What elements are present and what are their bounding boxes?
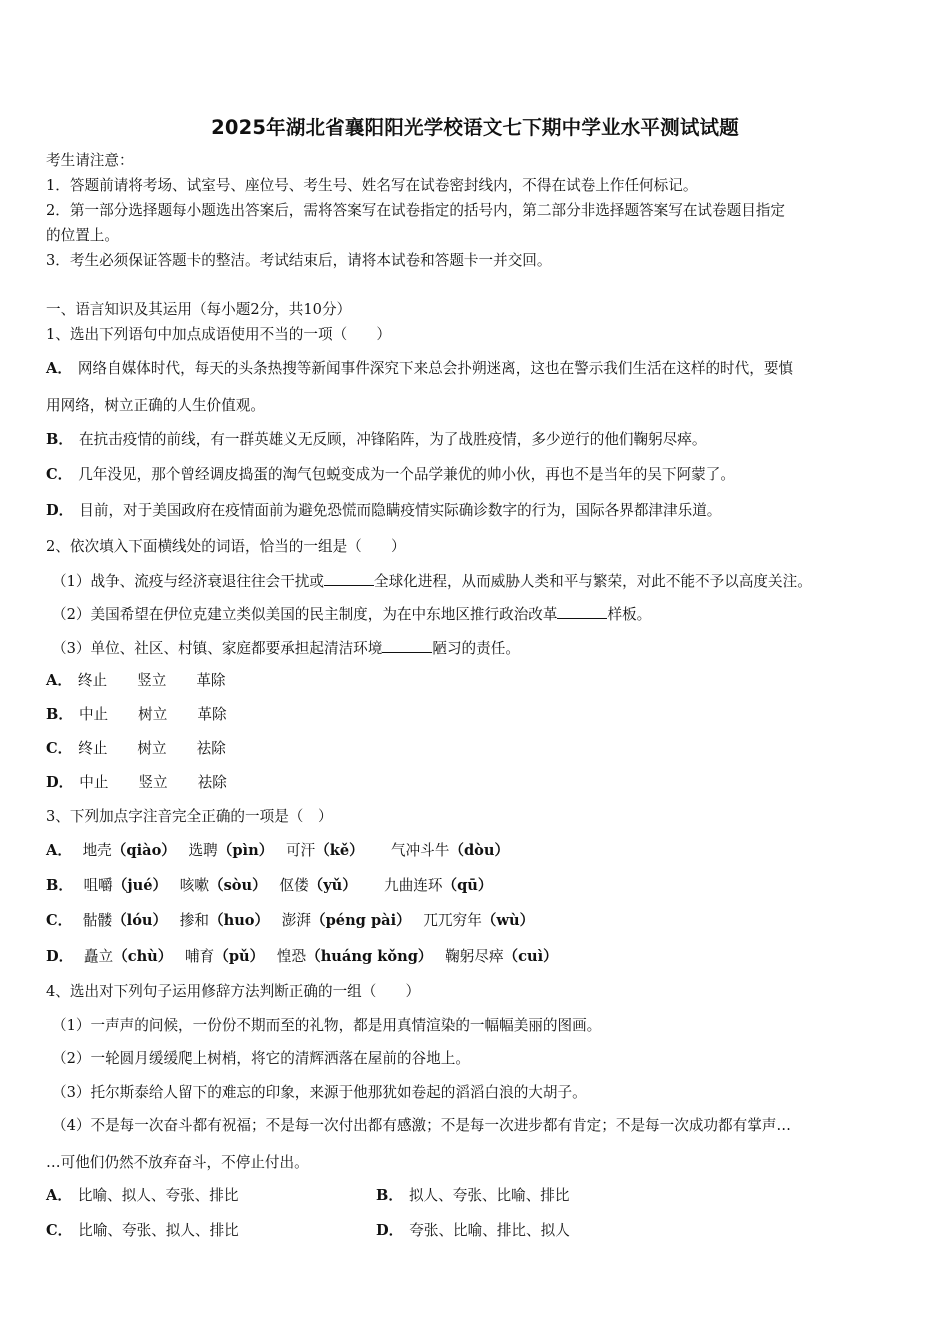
option-word: 竖立	[138, 774, 168, 791]
option-text: 拟人、夸张、比喻、排比	[408, 1187, 570, 1204]
pinyin-item: 咀嚼（jué）	[83, 877, 168, 894]
fill-blank	[557, 604, 607, 619]
question-4-sentence-2: （2）一轮圆月缓缓爬上树梢，将它的清辉洒落在屋前的谷地上。	[52, 1050, 470, 1067]
question-2-sentence-3	[52, 638, 520, 659]
option-letter: C．	[46, 466, 73, 483]
option-text: 在抗击疫情的前线，有一群英雄义无反顾，冲锋陷阵，为了战胜疫情，多少逆行的他们鞠躬尽瘁。	[78, 431, 707, 448]
option-word: 中止	[78, 706, 109, 723]
question-4-option-a	[46, 1186, 238, 1206]
question-3-option-a	[46, 841, 517, 861]
question-1-option-d	[46, 501, 721, 521]
notice-item-2-cont: 的位置上。	[46, 227, 119, 244]
question-1-option-a-cont: 用网络，树立正确的人生价值观。	[46, 397, 265, 414]
option-text: 比喻、拟人、夸张、排比	[77, 1187, 239, 1204]
question-1-option-c	[46, 465, 735, 485]
option-letter: C．	[46, 740, 73, 757]
option-word: 祛除	[196, 740, 226, 757]
fill-blank	[324, 571, 374, 586]
sentence-pre: （2）美国希望在伊位克建立类似美国的民主制度，为在中东地区推行政治改革	[52, 606, 558, 623]
option-word: 树立	[137, 740, 167, 757]
sentence-pre: （3）单位、社区、村镇、家庭都要承担起清洁环境	[52, 640, 383, 657]
question-3-option-d	[46, 947, 566, 967]
question-2-sentence-2	[52, 604, 651, 625]
pinyin-item: 伛偻（yǔ）	[279, 877, 357, 894]
notice-item-2: 2．第一部分选择题每小题选出答案后，需将答案写在试卷指定的括号内，第二部分非选择题答案写在试卷题目指定	[46, 202, 785, 219]
question-4-sentence-4-cont: …可他们仍然不放弃奋斗，不停止付出。	[46, 1154, 309, 1171]
option-word: 树立	[138, 706, 168, 723]
option-letter: C．	[46, 1222, 73, 1239]
option-text: 比喻、夸张、拟人、排比	[78, 1222, 239, 1239]
question-3-option-b	[46, 876, 501, 896]
notice-item-3: 3．考生必须保证答题卡的整洁。考试结束后，请将本试卷和答题卡一并交回。	[46, 252, 552, 269]
fill-blank	[382, 638, 432, 653]
question-1-stem: 1、选出下列语句中加点成语使用不当的一项（ ）	[46, 326, 391, 343]
sentence-post: 陋习的责任。	[432, 640, 520, 657]
notice-item-1: 1．答题前请将考场、试室号、座位号、考生号、姓名写在试卷密封线内，不得在试卷上作任何标记。	[46, 177, 698, 194]
option-letter: B．	[46, 706, 73, 723]
question-4-option-d	[376, 1221, 570, 1241]
question-4-option-b	[376, 1186, 569, 1206]
question-2-stem: 2、依次填入下面横线处的词语，恰当的一组是（ ）	[46, 538, 406, 555]
question-2-option-d	[46, 773, 257, 793]
option-letter: A．	[46, 1187, 72, 1204]
question-2-option-c	[46, 739, 256, 759]
option-letter: A．	[46, 842, 72, 859]
pinyin-item: 哺育（pǔ）	[185, 948, 265, 965]
option-letter: B．	[46, 877, 73, 894]
question-2-option-a	[46, 671, 256, 691]
option-letter: B．	[46, 431, 73, 448]
page-title: 2025年湖北省襄阳阳光学校语文七下期中学业水平测试试题	[211, 116, 739, 139]
question-3-option-c	[46, 911, 542, 931]
pinyin-item: 可汗（kě）	[285, 842, 364, 859]
pinyin-item: 九曲连环（qū）	[369, 877, 493, 894]
pinyin-item: 掺和（huo）	[179, 912, 270, 929]
question-4-sentence-4: （4）不是每一次奋斗都有祝福；不是每一次付出都有感激；不是每一次进步都有肯定；不是每一次成功都有掌声…	[52, 1117, 791, 1134]
option-text: 目前，对于美国政府在疫情面前为避免恐慌而隐瞒疫情实际确诊数字的行为，国际各界都津津乐道。	[79, 502, 722, 519]
option-word: 中止	[79, 774, 109, 791]
pinyin-item: 选聘（pìn）	[188, 842, 274, 859]
question-2-sentence-1	[52, 571, 812, 592]
option-word: 竖立	[137, 672, 167, 689]
option-letter: D．	[46, 502, 74, 519]
option-word: 祛除	[197, 774, 227, 791]
pinyin-item: 地壳（qiào）	[82, 842, 176, 859]
question-4-sentence-3: （3）托尔斯泰给人留下的难忘的印象，来源于他那犹如卷起的滔滔白浪的大胡子。	[52, 1084, 587, 1101]
pinyin-item: 矗立（chù）	[83, 948, 173, 965]
option-word: 革除	[196, 672, 226, 689]
pinyin-item: 鞠躬尽瘁（cuì）	[445, 948, 558, 965]
option-letter: D．	[46, 774, 74, 791]
option-text: 几年没见，那个曾经调皮捣蛋的淘气包蜕变成为一个品学兼优的帅小伙，再也不是当年的吴下阿蒙了。	[78, 466, 735, 483]
pinyin-item: 澎湃（péng pài）	[281, 912, 411, 929]
option-text: 夸张、比喻、排比、拟人	[409, 1222, 570, 1239]
option-letter: B．	[376, 1187, 403, 1204]
pinyin-item: 兀兀穷年（wù）	[423, 912, 535, 929]
pinyin-item: 骷髅（lóu）	[82, 912, 168, 929]
option-letter: D．	[46, 948, 74, 965]
question-4-sentence-1: （1）一声声的问候，一份份不期而至的礼物，都是用真情渲染的一幅幅美丽的图画。	[52, 1017, 602, 1034]
question-2-option-b	[46, 705, 257, 725]
sentence-pre: （1）战争、流疫与经济衰退往往会干扰或	[52, 573, 324, 590]
option-word: 终止	[77, 672, 108, 689]
pinyin-item: 气冲斗牛（dòu）	[376, 842, 510, 859]
option-letter: A．	[46, 672, 72, 689]
option-word: 终止	[78, 740, 108, 757]
sentence-post: 全球化进程，从而威胁人类和平与繁荣，对此不能不予以高度关注。	[373, 573, 812, 590]
pinyin-item: 咳嗽（sòu）	[179, 877, 267, 894]
option-letter: A．	[46, 360, 72, 377]
question-1-option-b	[46, 430, 706, 450]
option-text: 网络自媒体时代，每天的头条热搜等新闻事件深究下来总会扑朔迷离，这也在警示我们生活在这样的时代，要慎	[77, 360, 794, 377]
option-word: 革除	[197, 706, 227, 723]
question-4-option-c	[46, 1221, 239, 1241]
option-letter: D．	[376, 1222, 404, 1239]
question-1-option-a	[46, 359, 793, 379]
sentence-post: 样板。	[607, 606, 652, 623]
option-letter: C．	[46, 912, 73, 929]
section-heading: 一、语言知识及其运用（每小题2分，共10分）	[46, 301, 352, 318]
question-3-stem: 3、下列加点字注音完全正确的一项是（ ）	[46, 808, 333, 825]
question-4-stem: 4、选出对下列句子运用修辞方法判断正确的一组（ ）	[46, 983, 421, 1000]
pinyin-item: 惶恐（huáng kǒng）	[276, 948, 433, 965]
notice-heading: 考生请注意：	[46, 152, 134, 169]
